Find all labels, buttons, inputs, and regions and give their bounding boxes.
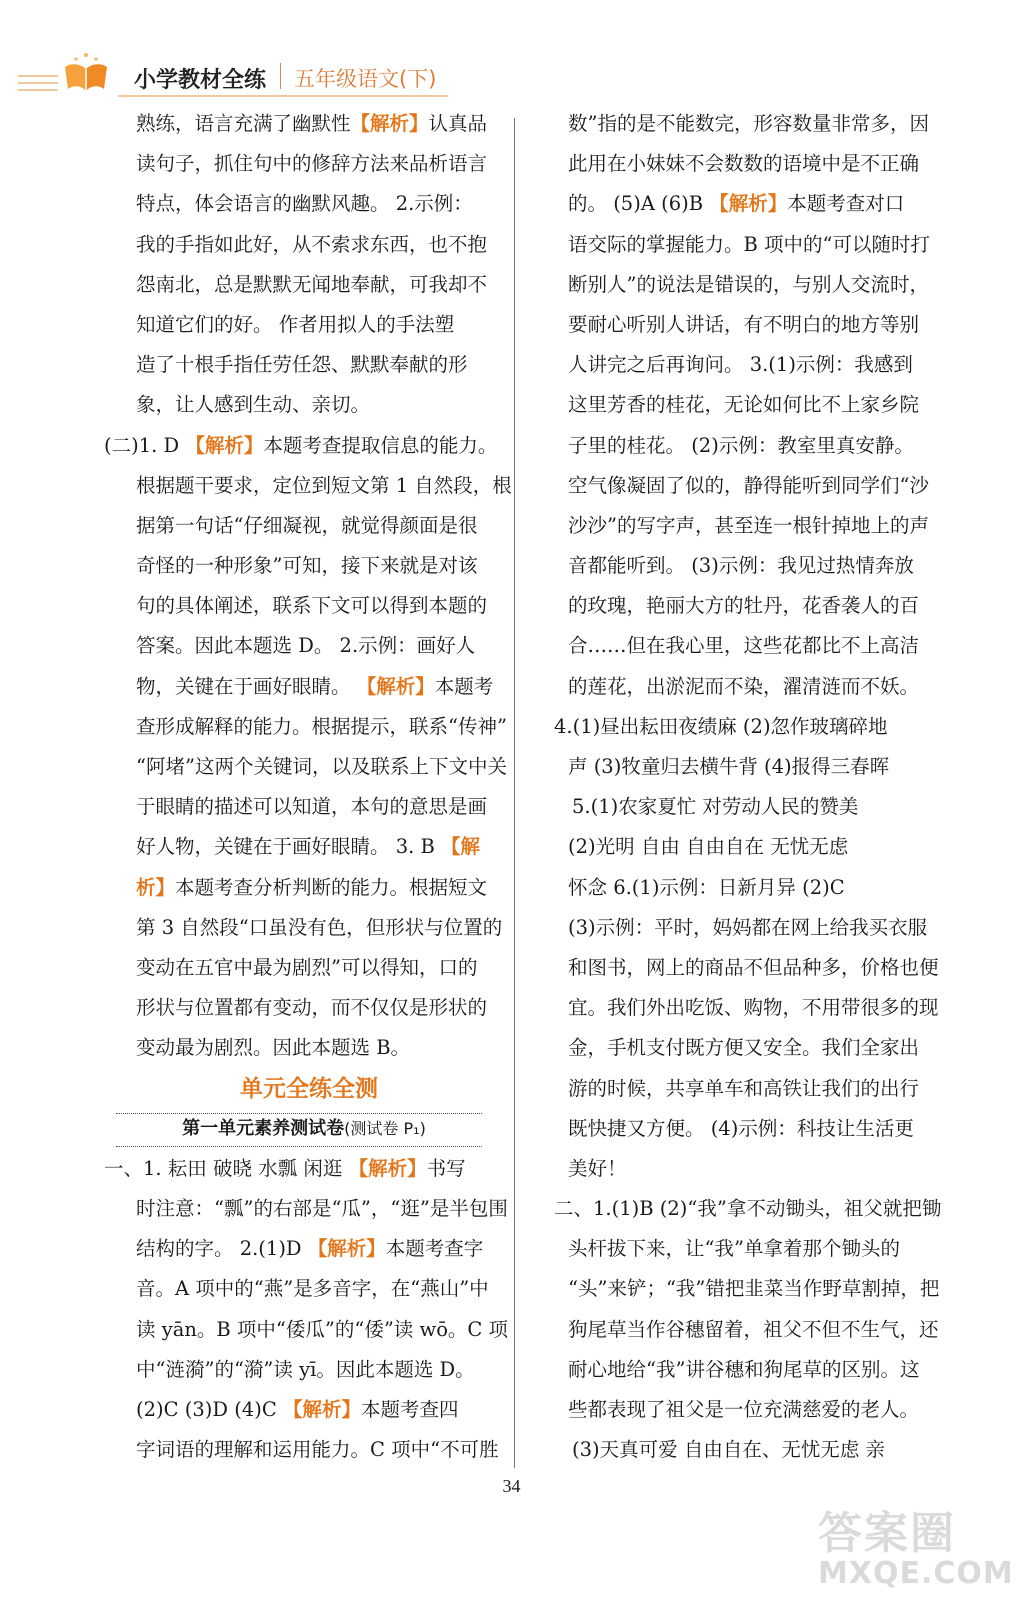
text-line [104, 466, 512, 506]
text-line [554, 868, 954, 908]
text-line [104, 667, 504, 707]
line-text: 二、1.(1)B (2)“我”拿不动锄头，祖父就把锄 [554, 1197, 942, 1221]
text-line [554, 1430, 954, 1470]
text-line [554, 1310, 954, 1350]
sub-heading-note: (测试卷 P₁) [344, 1118, 426, 1138]
text-line [104, 1350, 504, 1390]
line-text: 怀念 6.(1)示例：日新月异 (2)C [568, 875, 845, 899]
line-text: (3)天真可爱 自由自在、无忧无虑 亲 [572, 1438, 886, 1462]
line-text: 结构的字。 2.(1)D [136, 1237, 308, 1261]
line-text: 熟练，语言充满了幽默性 [136, 112, 351, 135]
line-text: 物，关键在于画好眼睛。 [136, 674, 357, 698]
text-line [554, 1069, 954, 1109]
line-text: 宜。我们外出吃饭、购物，不用带很多的现 [568, 996, 939, 1020]
line-text: 象，让人感到生动、亲切。 [136, 393, 371, 417]
line-text: 既快捷又方便。 (4)示例：科技让生活更 [568, 1116, 914, 1140]
line-text-after: 本题考查分析判断的能力。根据短文 [175, 875, 488, 899]
sub-heading-title: 第一单元素养测试卷 [182, 1117, 345, 1139]
analysis-tag: 【解析】 [350, 112, 429, 135]
text-line [104, 385, 504, 425]
text-line [554, 1229, 954, 1269]
line-text-after: 本题考查对口 [787, 192, 905, 216]
line-text: 这里芳香的桂花，无论如何比不上家乡院 [568, 393, 920, 417]
line-text-after: 本题考查字 [385, 1237, 484, 1261]
column-divider [514, 118, 515, 1468]
text-line [554, 948, 954, 988]
text-line [554, 1350, 954, 1390]
text-line [554, 707, 954, 747]
text-line [104, 345, 504, 385]
text-line [554, 506, 954, 546]
text-line [104, 707, 507, 747]
line-text-after: 本题考查提取信息的能力。 [263, 433, 498, 457]
right-column [554, 104, 954, 1470]
line-text: 答案。因此本题选 D。 2.示例：画好人 [136, 634, 476, 658]
line-text: 好人物，关键在于画好眼睛。 3. B [136, 835, 442, 859]
line-text: 声 (3)牧童归去横牛背 (4)报得三春晖 [568, 755, 890, 778]
text-line [554, 1390, 954, 1430]
text-line [104, 225, 504, 265]
text-line [554, 225, 954, 265]
text-line [104, 144, 504, 184]
line-text: 些都表现了祖父是一位充满慈爱的老人。 [568, 1398, 920, 1421]
text-line [554, 385, 954, 425]
text-line [104, 104, 504, 144]
text-line [104, 1149, 504, 1189]
text-line [104, 908, 504, 948]
text-line [554, 546, 954, 586]
line-text: 第 3 自然段“口虽没有色，但形状与位置的 [136, 915, 503, 939]
analysis-tag: 【解 [441, 835, 481, 859]
page-header [0, 55, 1023, 105]
line-text: (二)1. D [104, 433, 186, 457]
text-line [554, 345, 954, 385]
line-text: 音都能听到。 (3)示例：我见过热情奔放 [568, 554, 914, 578]
line-text: (2)C (3)D (4)C [136, 1398, 283, 1421]
left-column [104, 104, 512, 1470]
text-line [554, 104, 954, 144]
line-text: 句的具体阐述，联系下文可以得到本题的 [136, 594, 488, 618]
line-text: 知道它们的好。 作者用拟人的手法塑 [136, 312, 455, 336]
line-text: 一、1. 耘田 破晓 水瓢 闲逛 [104, 1156, 349, 1180]
analysis-tag: 【解析】 [709, 192, 788, 216]
line-text: 字词语的理解和运用能力。C 项中“不可胜 [136, 1438, 499, 1462]
line-text: 读 yān。B 项中“倭瓜”的“倭”读 wō。C 项 [136, 1317, 509, 1341]
analysis-tag: 【解析】 [282, 1398, 361, 1421]
text-line [104, 1390, 504, 1430]
text-line [104, 948, 504, 988]
left-column-text [104, 104, 512, 1069]
line-text: 于眼睛的描述可以知道，本句的意思是画 [136, 795, 488, 819]
line-text: 变动最为剧烈。因此本题选 B。 [136, 1036, 411, 1060]
line-text: 和图书，网上的商品不但品种多，价格也便 [568, 955, 939, 979]
line-text: 金，手机支付既方便又安全。我们全家出 [568, 1036, 920, 1060]
text-line [104, 426, 504, 466]
text-line [554, 908, 954, 948]
line-text: 耐心地给“我”讲谷穗和狗尾草的区别。这 [568, 1357, 920, 1381]
section-heading: 单元全练全测 [240, 1075, 378, 1102]
line-text: 此用在小妹妹不会数数的语境中是不正确 [568, 152, 920, 176]
line-text: 狗尾草当作谷穗留着，祖父不但不生气，还 [568, 1317, 939, 1341]
text-line [104, 1310, 509, 1350]
text-line [554, 1028, 954, 1068]
line-text: 的玫瑰，艳丽大方的牡丹，花香袭人的百 [568, 594, 920, 618]
text-line [554, 466, 954, 506]
line-text: (2)光明 自由 自由自在 无忧无虑 [568, 835, 849, 859]
text-line [104, 1229, 504, 1269]
line-text: 特点，体会语言的幽默风趣。 2.示例： [136, 192, 473, 216]
text-line [554, 667, 954, 707]
header-rule [118, 95, 448, 97]
text-line [104, 747, 507, 787]
title-separator [280, 63, 281, 89]
line-text: 要耐心听别人讲话，有不明白的地方等别 [568, 312, 920, 336]
text-line [554, 1149, 954, 1189]
sub-heading [104, 1109, 504, 1149]
text-line [554, 184, 954, 224]
line-text: 形状与位置都有变动，而不仅仅是形状的 [136, 996, 488, 1020]
text-line [554, 426, 954, 466]
text-line [554, 747, 954, 787]
line-text-after: 书写 [426, 1156, 466, 1180]
line-text: 音。A 项中的“燕”是多音字，在“燕山”中 [136, 1277, 489, 1301]
left-column-bottom-text [104, 1149, 509, 1471]
line-text: 美好！ [568, 1156, 627, 1180]
line-text: 游的时候，共享单车和高铁让我们的出行 [568, 1076, 920, 1100]
text-line [104, 827, 504, 867]
sub-heading-box [104, 1109, 504, 1149]
book-title: 小学教材全练 [134, 68, 267, 93]
line-text-after: 本题考 [434, 674, 494, 698]
text-line [104, 305, 504, 345]
open-book-icon [62, 47, 110, 97]
text-line [554, 586, 954, 626]
text-line [554, 787, 954, 827]
text-line [554, 1109, 954, 1149]
line-text: 查形成解释的能力。根据提示，联系“传神” [136, 714, 507, 738]
line-text: (3)示例：平时，妈妈都在网上给我买衣服 [568, 915, 928, 939]
line-text: 人讲完之后再询问。 3.(1)示例：我感到 [568, 353, 913, 377]
text-line [104, 184, 504, 224]
text-line [104, 1189, 508, 1229]
text-line [554, 305, 954, 345]
text-line [104, 626, 504, 666]
text-line [104, 787, 504, 827]
line-text: 读句子，抓住句中的修辞方法来品析语言 [136, 152, 488, 176]
text-line [104, 586, 504, 626]
line-text: 空气像凝固了似的，静得能听到同学们“沙 [568, 473, 929, 497]
line-text: 我的手指如此好，从不索求东西，也不抱 [136, 232, 488, 256]
line-text: 怨南北，总是默默无闻地奉献，可我却不 [136, 272, 488, 296]
line-text: 造了十根手指任劳任怨、默默奉献的形 [136, 353, 468, 377]
text-line [554, 265, 954, 305]
line-text: 头杆拔下来，让“我”单拿着那个锄头的 [568, 1237, 900, 1261]
analysis-tag: 【解析】 [348, 1156, 427, 1180]
line-text: 5.(1)农家夏忙 对劳动人民的赞美 [572, 795, 859, 819]
watermark-top: 答案圈 [818, 1508, 956, 1559]
right-column-text [554, 104, 954, 1470]
line-text: 奇怪的一种形象”可知，接下来就是对该 [136, 554, 478, 578]
line-text: 数”指的是不能数完，形容数量非常多，因 [568, 112, 929, 135]
line-text: 时注意：“瓢”的右部是“瓜”，“逛”是半包围 [136, 1197, 508, 1221]
line-text: 断别人”的说法是错误的，与别人交流时， [568, 272, 929, 296]
analysis-tag: 析】 [136, 875, 176, 899]
watermark-bottom: MXQE.COM [818, 1556, 1014, 1591]
header-decoration [18, 75, 58, 96]
line-text: 合……但在我心里，这些花都比不上高洁 [568, 634, 920, 658]
line-text: 变动在五官中最为剧烈”可以得知，口的 [136, 955, 478, 979]
line-text: 的莲花，出淤泥而不染，濯清涟而不妖。 [568, 674, 920, 698]
text-line [104, 265, 504, 305]
line-text-after: 认真品 [428, 112, 488, 135]
line-text: 子里的桂花。 (2)示例：教室里真安静。 [568, 433, 914, 457]
text-line [104, 868, 504, 908]
line-text: 4.(1)昼出耘田夜绩麻 (2)忽作玻璃碎地 [554, 714, 888, 738]
text-line [104, 506, 504, 546]
line-text: 根据题干要求，定位到短文第 1 自然段，根 [136, 473, 512, 497]
page-number: 34 [502, 1476, 521, 1496]
line-text: 语交际的掌握能力。B 项中的“可以随时打 [568, 232, 930, 256]
line-text-after: 本题考查四 [360, 1398, 459, 1421]
text-line [104, 988, 504, 1028]
text-line [104, 1028, 504, 1068]
line-text: “阿堵”这两个关键词，以及联系上下文中关 [136, 755, 507, 778]
text-line [554, 1189, 954, 1229]
line-text: 中“涟漪”的“漪”读 yī。因此本题选 D。 [136, 1357, 475, 1381]
line-text: 的。 (5)A (6)B [568, 192, 710, 216]
text-line [554, 988, 954, 1028]
line-text: 据第一句话“仔细凝视，就觉得颜面是很 [136, 513, 478, 537]
text-line [554, 827, 954, 867]
analysis-tag: 【解析】 [356, 674, 435, 698]
text-line [554, 1269, 954, 1309]
line-text: 沙沙”的写字声，甚至连一根针掉地上的声 [568, 513, 929, 537]
book-subtitle: 五年级语文(下) [294, 67, 437, 91]
text-line [554, 626, 954, 666]
line-text: “头”来铲；“我”错把韭菜当作野草割掉，把 [568, 1277, 940, 1301]
text-line [104, 1269, 504, 1309]
text-line [104, 546, 504, 586]
watermark-logo [818, 1508, 1014, 1596]
analysis-tag: 【解析】 [185, 433, 264, 457]
analysis-tag: 【解析】 [307, 1237, 386, 1261]
text-line [104, 1430, 504, 1470]
text-line [554, 144, 954, 184]
